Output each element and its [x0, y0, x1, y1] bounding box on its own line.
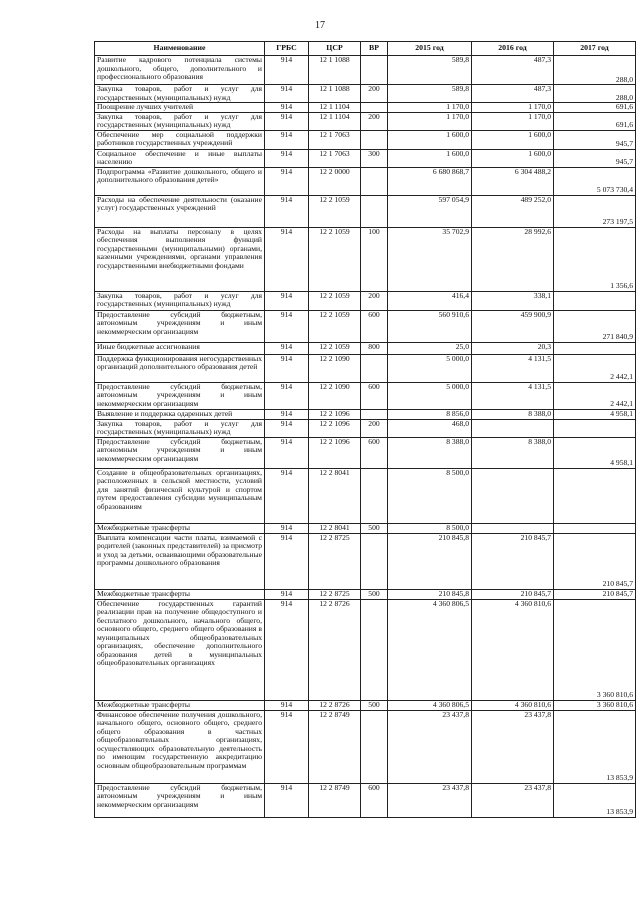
table-cell-name: Выявление и поддержка одаренных детей	[95, 409, 265, 419]
table-cell-name: Финансовое обеспечение получения дошкольного, начального общего, основного общего, среднего общего образования в частных общеобразовательных организациях, осуществляющих образовательную деятельность по имеющим государственную аккредитацию основным общеобразовательным программам	[95, 710, 265, 783]
table-cell-2016: 8 388,0	[472, 409, 554, 419]
table-cell-name: Расходы на обеспечение деятельности (оказание услуг) государственных учреждений	[95, 195, 265, 227]
table-cell-2016: 4 131,5	[472, 354, 554, 382]
table-cell-2016: 1 600,0	[472, 130, 554, 149]
table-cell-vr: 100	[361, 227, 388, 291]
table-cell-name: Межбюджетные трансферты	[95, 700, 265, 710]
table-cell-vr	[361, 599, 388, 700]
table-cell-2015: 35 702,9	[388, 227, 472, 291]
table-cell-csr: 12 2 1059	[309, 227, 361, 291]
table-cell-2015: 210 845,8	[388, 589, 472, 599]
table-cell-2016: 487,3	[472, 85, 554, 103]
table-cell-vr: 200	[361, 112, 388, 130]
table-cell-2015: 210 845,8	[388, 533, 472, 589]
table-cell-vr	[361, 195, 388, 227]
table-cell-2016	[472, 523, 554, 533]
header-2016: 2016 год	[472, 42, 554, 56]
table-cell-2015: 1 170,0	[388, 112, 472, 130]
table-cell-2016	[472, 419, 554, 437]
table-cell-2017	[554, 342, 636, 354]
table-cell-2017: 210 845,7	[554, 589, 636, 599]
table-cell-2016: 20,3	[472, 342, 554, 354]
table-cell-vr: 500	[361, 523, 388, 533]
table-cell-2015: 589,8	[388, 56, 472, 85]
table-cell-2017: 1 356,6	[554, 227, 636, 291]
table-cell-csr: 12 2 1059	[309, 310, 361, 342]
table-cell-grbs: 914	[265, 710, 309, 783]
table-cell-name: Поддержка функционирования негосударственных организаций дополнительного образования детей	[95, 354, 265, 382]
table-cell-name: Обеспечение государственных гарантий реализации прав на получение общедоступного и бесплатного дошкольного, начального общего, основного общего, среднего общего образования в муниципальных общеобразовательных организациях, обеспечение дополнительного образования детей в муниципальных общеобразовательных организациях	[95, 599, 265, 700]
table-row	[95, 409, 636, 419]
table-cell-vr	[361, 710, 388, 783]
table-cell-2017: 691,6	[554, 112, 636, 130]
table-row	[95, 310, 636, 342]
table-cell-csr: 12 1 1088	[309, 85, 361, 103]
table-cell-csr: 12 1 7063	[309, 149, 361, 167]
table-cell-2017	[554, 523, 636, 533]
table-cell-grbs: 914	[265, 533, 309, 589]
table-cell-vr	[361, 130, 388, 149]
table-row	[95, 291, 636, 310]
table-cell-2017: 273 197,5	[554, 195, 636, 227]
table-cell-2017: 288,0	[554, 85, 636, 103]
table-cell-2017: 13 853,9	[554, 783, 636, 817]
table-row	[95, 342, 636, 354]
header-name: Наименование	[95, 42, 265, 56]
table-cell-2017	[554, 468, 636, 523]
table-cell-grbs: 914	[265, 468, 309, 523]
table-row	[95, 112, 636, 130]
table-cell-csr: 12 1 1088	[309, 56, 361, 85]
table-cell-2017: 3 360 810,6	[554, 599, 636, 700]
table-cell-2015: 4 360 806,5	[388, 700, 472, 710]
table-cell-grbs: 914	[265, 437, 309, 468]
table-cell-grbs: 914	[265, 783, 309, 817]
table-cell-name: Расходы на выплаты персоналу в целях обеспечения выполнения функций государственными (муниципальными) органами, казенными учреждениями, органами управления государственными внебюджетными фондами	[95, 227, 265, 291]
table-row	[95, 533, 636, 589]
table-cell-2017: 945,7	[554, 130, 636, 149]
table-cell-2016: 23 437,8	[472, 710, 554, 783]
table-cell-grbs: 914	[265, 56, 309, 85]
table-cell-2015: 468,0	[388, 419, 472, 437]
table-cell-grbs: 914	[265, 409, 309, 419]
table-cell-2017: 4 958,1	[554, 437, 636, 468]
table-cell-csr: 12 2 8725	[309, 533, 361, 589]
table-cell-csr: 12 2 0000	[309, 167, 361, 195]
table-cell-2017: 691,6	[554, 103, 636, 113]
table-row	[95, 382, 636, 409]
table-cell-2017	[554, 291, 636, 310]
table-cell-2015: 8 388,0	[388, 437, 472, 468]
table-cell-2015: 4 360 806,5	[388, 599, 472, 700]
table-cell-vr: 300	[361, 149, 388, 167]
header-vr: ВР	[361, 42, 388, 56]
table-cell-2017: 4 958,1	[554, 409, 636, 419]
table-cell-2015: 8 500,0	[388, 468, 472, 523]
table-cell-csr: 12 2 1096	[309, 409, 361, 419]
table-cell-2016: 210 845,7	[472, 589, 554, 599]
table-row	[95, 419, 636, 437]
table-cell-grbs: 914	[265, 103, 309, 113]
table-cell-vr: 200	[361, 419, 388, 437]
table-cell-csr: 12 1 1104	[309, 103, 361, 113]
table-row	[95, 130, 636, 149]
table-cell-2016: 23 437,8	[472, 783, 554, 817]
table-cell-2016: 487,3	[472, 56, 554, 85]
table-cell-vr	[361, 56, 388, 85]
table-cell-grbs: 914	[265, 599, 309, 700]
table-cell-vr: 500	[361, 700, 388, 710]
table-cell-2017: 2 442,1	[554, 382, 636, 409]
table-cell-2015: 8 856,0	[388, 409, 472, 419]
table-row	[95, 589, 636, 599]
table-cell-2017: 271 840,9	[554, 310, 636, 342]
table-cell-2017: 2 442,1	[554, 354, 636, 382]
table-cell-csr: 12 2 1059	[309, 342, 361, 354]
header-2017: 2017 год	[554, 42, 636, 56]
table-cell-csr: 12 2 1090	[309, 354, 361, 382]
table-cell-csr: 12 1 7063	[309, 130, 361, 149]
table-cell-vr: 500	[361, 589, 388, 599]
table-cell-2017: 288,0	[554, 56, 636, 85]
table-cell-2016: 4 131,5	[472, 382, 554, 409]
table-cell-name: Межбюджетные трансферты	[95, 523, 265, 533]
table-cell-vr: 600	[361, 783, 388, 817]
table-cell-grbs: 914	[265, 523, 309, 533]
table-cell-2016: 1 170,0	[472, 112, 554, 130]
table-cell-name: Поощрение лучших учителей	[95, 103, 265, 113]
table-cell-2015: 597 054,9	[388, 195, 472, 227]
table-cell-name: Закупка товаров, работ и услуг для государственных (муниципальных) нужд	[95, 85, 265, 103]
table-row	[95, 783, 636, 817]
table-cell-grbs: 914	[265, 354, 309, 382]
table-cell-grbs: 914	[265, 167, 309, 195]
table-cell-csr: 12 2 8726	[309, 599, 361, 700]
table-cell-name: Подпрограмма «Развитие дошкольного, общего и дополнительного образования детей»	[95, 167, 265, 195]
table-cell-name: Создание в общеобразовательных организациях, расположенных в сельской местности, условий для занятий физической культурой и спортом путем предоставления субсидии муниципальным образованиям	[95, 468, 265, 523]
table-cell-grbs: 914	[265, 291, 309, 310]
table-cell-vr: 600	[361, 310, 388, 342]
table-cell-2016: 489 252,0	[472, 195, 554, 227]
table-row	[95, 354, 636, 382]
table-cell-name: Предоставление субсидий бюджетным, автономным учреждениям и иным некоммерческим организациям	[95, 783, 265, 817]
table-cell-2016: 4 360 810,6	[472, 599, 554, 700]
table-cell-grbs: 914	[265, 227, 309, 291]
table-cell-2016: 4 360 810,6	[472, 700, 554, 710]
budget-table	[94, 41, 636, 818]
table-cell-2016: 8 388,0	[472, 437, 554, 468]
table-row	[95, 710, 636, 783]
table-cell-vr	[361, 167, 388, 195]
table-cell-name: Социальное обеспечение и иные выплаты населению	[95, 149, 265, 167]
table-cell-2015: 416,4	[388, 291, 472, 310]
table-cell-name: Развитие кадрового потенциала системы дошкольного, общего, дополнительного и профессионального образования	[95, 56, 265, 85]
table-cell-2015: 25,0	[388, 342, 472, 354]
table-cell-csr: 12 2 1096	[309, 419, 361, 437]
header-grbs: ГРБС	[265, 42, 309, 56]
table-cell-grbs: 914	[265, 310, 309, 342]
table-cell-2016: 6 304 488,2	[472, 167, 554, 195]
table-cell-2017: 3 360 810,6	[554, 700, 636, 710]
table-row	[95, 167, 636, 195]
table-cell-grbs: 914	[265, 85, 309, 103]
table-row	[95, 195, 636, 227]
header-2015: 2015 год	[388, 42, 472, 56]
table-cell-2015: 589,8	[388, 85, 472, 103]
table-cell-name: Закупка товаров, работ и услуг для государственных (муниципальных) нужд	[95, 419, 265, 437]
table-row	[95, 103, 636, 113]
table-cell-csr: 12 2 1090	[309, 382, 361, 409]
table-cell-name: Предоставление субсидий бюджетным, автономным учреждениям и иным некоммерческим организациям	[95, 310, 265, 342]
table-cell-2015: 1 170,0	[388, 103, 472, 113]
table-cell-name: Выплата компенсации части платы, взимаемой с родителей (законных представителей) за присмотр и уход за детьми, осваивающими образовательные программы дошкольного образования	[95, 533, 265, 589]
table-cell-name: Обеспечение мер социальной поддержки работников государственных учреждений	[95, 130, 265, 149]
table-cell-2015: 23 437,8	[388, 783, 472, 817]
table-cell-grbs: 914	[265, 130, 309, 149]
table-cell-vr	[361, 103, 388, 113]
table-cell-vr: 800	[361, 342, 388, 354]
table-cell-vr	[361, 409, 388, 419]
table-cell-csr: 12 2 1059	[309, 195, 361, 227]
table-cell-2016	[472, 468, 554, 523]
table-cell-2016: 28 992,6	[472, 227, 554, 291]
table-cell-name: Закупка товаров, работ и услуг для государственных (муниципальных) нужд	[95, 291, 265, 310]
table-cell-grbs: 914	[265, 419, 309, 437]
table-cell-2016: 338,1	[472, 291, 554, 310]
table-cell-grbs: 914	[265, 589, 309, 599]
table-cell-grbs: 914	[265, 342, 309, 354]
table-cell-name: Межбюджетные трансферты	[95, 589, 265, 599]
table-row	[95, 700, 636, 710]
table-cell-csr: 12 2 8725	[309, 589, 361, 599]
table-cell-2015: 5 000,0	[388, 382, 472, 409]
table-row	[95, 523, 636, 533]
table-cell-csr: 12 2 8041	[309, 523, 361, 533]
table-cell-2015: 1 600,0	[388, 149, 472, 167]
table-cell-vr: 600	[361, 382, 388, 409]
table-cell-csr: 12 2 8749	[309, 710, 361, 783]
table-cell-vr: 200	[361, 85, 388, 103]
page-number: 17	[315, 20, 325, 31]
table-row	[95, 227, 636, 291]
table-cell-grbs: 914	[265, 382, 309, 409]
table-cell-grbs: 914	[265, 112, 309, 130]
table-cell-csr: 12 2 8749	[309, 783, 361, 817]
table-cell-2015: 1 600,0	[388, 130, 472, 149]
table-cell-grbs: 914	[265, 149, 309, 167]
table-cell-2017: 945,7	[554, 149, 636, 167]
table-row	[95, 468, 636, 523]
table-row	[95, 149, 636, 167]
table-cell-2016: 210 845,7	[472, 533, 554, 589]
table-cell-name: Предоставление субсидий бюджетным, автономным учреждениям и иным некоммерческим организациям	[95, 437, 265, 468]
table-cell-grbs: 914	[265, 195, 309, 227]
table-row	[95, 599, 636, 700]
table-cell-grbs: 914	[265, 700, 309, 710]
table-cell-csr: 12 2 1096	[309, 437, 361, 468]
table-cell-2015: 8 500,0	[388, 523, 472, 533]
table-cell-name: Иные бюджетные ассигнования	[95, 342, 265, 354]
table-cell-2017: 5 073 730,4	[554, 167, 636, 195]
table-cell-2017	[554, 419, 636, 437]
table-cell-2016: 1 600,0	[472, 149, 554, 167]
table-row	[95, 437, 636, 468]
table-row	[95, 85, 636, 103]
table-cell-2016: 1 170,0	[472, 103, 554, 113]
table-cell-csr: 12 2 8041	[309, 468, 361, 523]
table-cell-vr	[361, 468, 388, 523]
table-cell-2015: 560 910,6	[388, 310, 472, 342]
table-cell-2015: 6 680 868,7	[388, 167, 472, 195]
table-cell-2016: 459 900,9	[472, 310, 554, 342]
header-csr: ЦСР	[309, 42, 361, 56]
table-cell-2015: 23 437,8	[388, 710, 472, 783]
table-cell-name: Закупка товаров, работ и услуг для государственных (муниципальных) нужд	[95, 112, 265, 130]
table-cell-vr: 200	[361, 291, 388, 310]
table-cell-vr	[361, 354, 388, 382]
table-cell-csr: 12 2 1059	[309, 291, 361, 310]
table-cell-csr: 12 2 8726	[309, 700, 361, 710]
table-cell-name: Предоставление субсидий бюджетным, автономным учреждениям и иным некоммерческим организациям	[95, 382, 265, 409]
table-cell-vr	[361, 533, 388, 589]
table-header-row	[95, 42, 636, 56]
table-cell-vr: 600	[361, 437, 388, 468]
table-cell-2017: 13 853,9	[554, 710, 636, 783]
table-cell-2017: 210 845,7	[554, 533, 636, 589]
table-cell-csr: 12 1 1104	[309, 112, 361, 130]
table-row	[95, 56, 636, 85]
table-cell-2015: 5 000,0	[388, 354, 472, 382]
